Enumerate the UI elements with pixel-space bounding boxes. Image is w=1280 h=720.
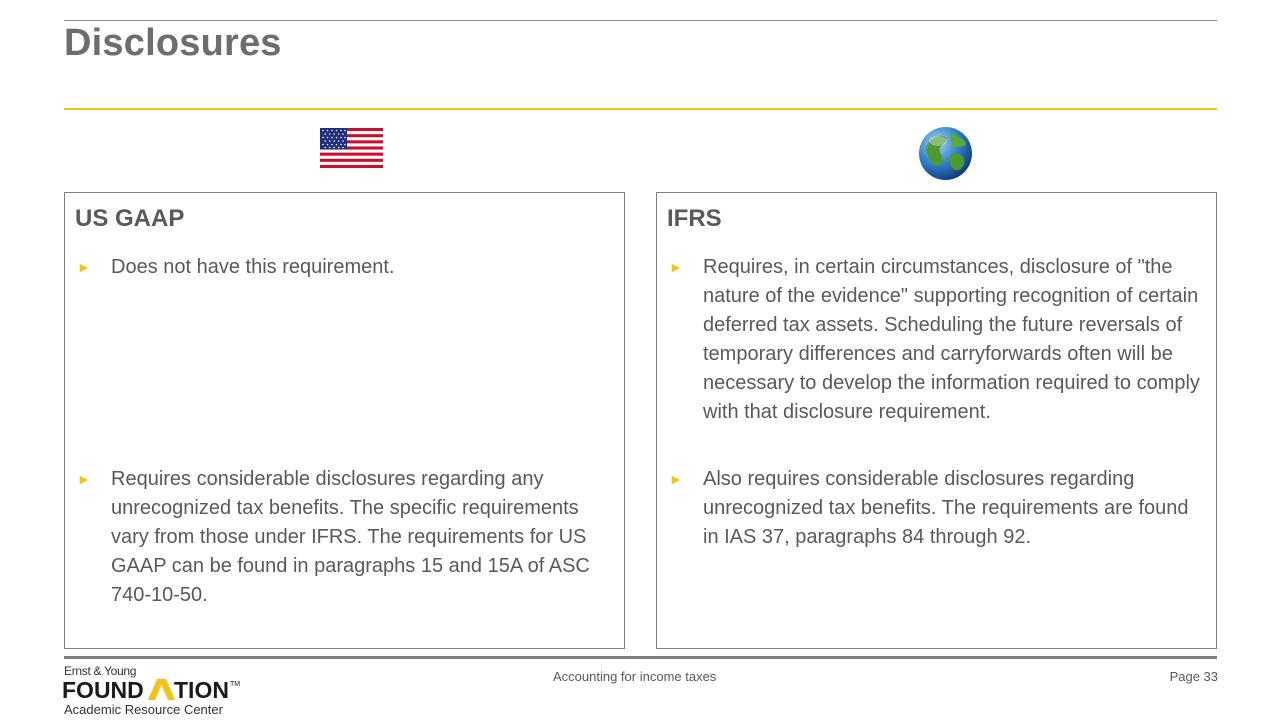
logo-ernst-young: Ernst & Young — [64, 664, 137, 678]
us-gaap-bullet-1 — [77, 253, 617, 282]
us-flag-icon — [320, 128, 383, 168]
page-number: Page 33 — [1169, 669, 1218, 684]
logo-academic-resource-center: Academic Resource Center — [64, 702, 223, 717]
footer-divider — [64, 656, 1217, 659]
triangle-right-icon: ► — [669, 259, 683, 275]
us-gaap-panel — [64, 192, 625, 649]
svg-text:TM: TM — [230, 681, 241, 688]
triangle-right-icon: ► — [77, 259, 91, 275]
bullet-text: Requires considerable disclosures regarding any unrecognized tax benefits. The specific requirements vary from those under IFRS. The requirements for US GAAP can be found in paragraphs 15 and 15A of ASC 740-10-50. — [111, 468, 590, 606]
triangle-right-icon: ► — [77, 471, 91, 487]
us-gaap-heading: US GAAP — [75, 205, 185, 232]
us-gaap-bullet-2 — [77, 465, 617, 610]
bullet-text: Also requires considerable disclosures regarding unrecognized tax benefits. The requirements are found in IAS 37, paragraphs 84 through 92. — [703, 468, 1189, 548]
ifrs-bullet-2 — [669, 465, 1209, 552]
title-underline — [64, 108, 1217, 110]
footer-topic: Accounting for income taxes — [553, 669, 717, 684]
globe-icon — [918, 126, 973, 181]
ifrs-panel — [656, 192, 1217, 649]
ifrs-bullet-1 — [669, 253, 1209, 427]
bullet-text: Does not have this requirement. — [111, 256, 395, 278]
bullet-text: Requires, in certain circumstances, disclosure of "the nature of the evidence" supporting recognition of certain deferred tax assets. Scheduling the future reversals of temporary differences and carryforwards often will be necessary to develop the information required to comply with that disclosure requirement. — [703, 256, 1200, 423]
ifrs-heading: IFRS — [667, 205, 722, 232]
svg-text:TION: TION — [174, 677, 229, 702]
ey-foundation-logo — [62, 664, 244, 720]
top-divider — [64, 20, 1217, 21]
foundation-wordmark — [62, 676, 242, 702]
svg-text:FOUND: FOUND — [62, 677, 144, 702]
triangle-right-icon: ► — [669, 471, 683, 487]
slide-title: Disclosures — [64, 22, 282, 64]
